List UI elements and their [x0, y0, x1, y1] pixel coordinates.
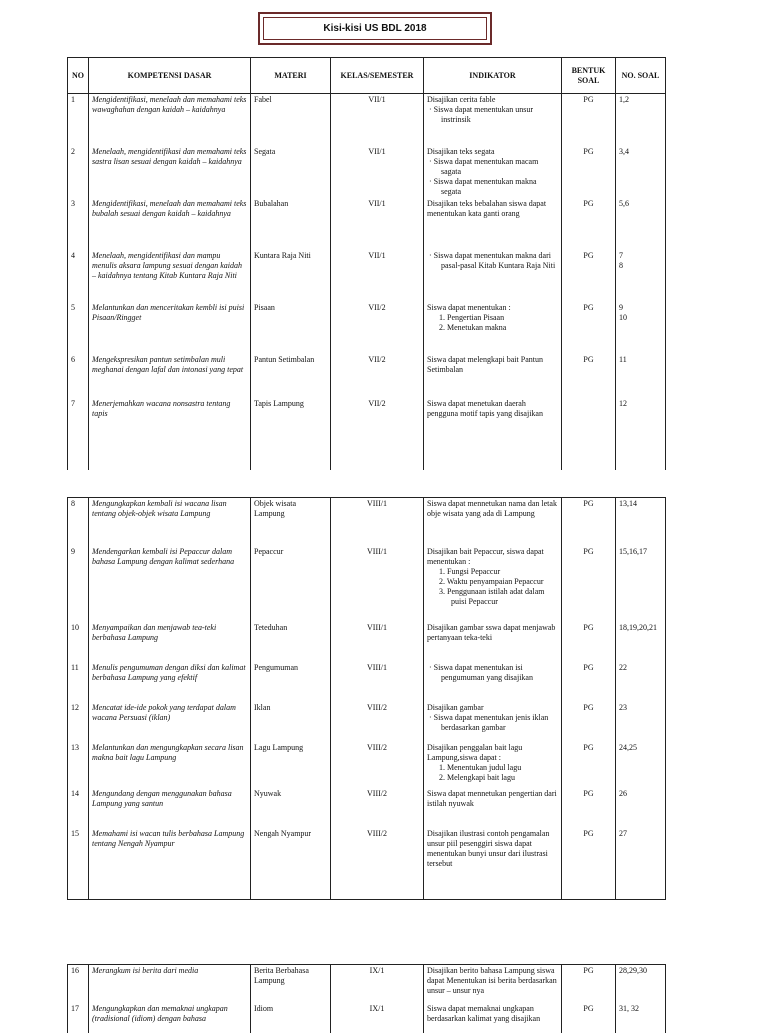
- kelas-semester-cell: VII/1: [331, 146, 424, 198]
- kompetensi-dasar-cell: Menelaah, mengidentifikasi dan memahami teks sastra lisan sesuai dengan kaidah – kaidahnya: [89, 146, 251, 198]
- indikator-line: · Siswa dapat menentukan macam sagata: [429, 156, 539, 176]
- kisi-table-part-2: [67, 497, 666, 900]
- header-indikator: INDIKATOR: [424, 58, 562, 94]
- row-number: 14: [68, 788, 89, 828]
- kelas-semester-cell: VIII/1: [331, 622, 424, 662]
- indikator-line: Disajikan ilustrasi contoh pengamalan unsur piil pesenggiri siswa dapat menentukan bunyi unsur dari ilustrasi tersebut: [427, 828, 550, 868]
- table-row: [68, 742, 666, 788]
- kelas-semester-cell: VII/1: [331, 198, 424, 250]
- table-row: [68, 94, 666, 146]
- kompetensi-dasar-cell: Mencatat ide-ide pokok yang terdapat dalam wacana Persuasi (iklan): [89, 702, 251, 742]
- materi-cell: Segata: [251, 146, 331, 198]
- row-number: 8: [68, 498, 89, 546]
- bentuk-soal-cell: PG: [562, 354, 616, 398]
- header-kelas-semester: KELAS/SEMESTER: [331, 58, 424, 94]
- indikator-cell: [424, 250, 562, 302]
- bentuk-soal-cell: PG: [562, 788, 616, 828]
- row-number: 12: [68, 702, 89, 742]
- row-number: 9: [68, 546, 89, 622]
- table-row: [68, 354, 666, 398]
- kelas-semester-cell: VIII/1: [331, 498, 424, 546]
- indikator-cell: [424, 1003, 562, 1033]
- materi-cell: Tapis Lampung: [251, 398, 331, 470]
- indikator-line: Disajikan bait Pepaccur, siswa dapat menentukan :: [427, 546, 544, 566]
- no-soal-cell: 23: [616, 702, 666, 742]
- indikator-cell: [424, 354, 562, 398]
- indikator-cell: [424, 146, 562, 198]
- row-number: 6: [68, 354, 89, 398]
- no-soal-cell: 27: [616, 828, 666, 900]
- kelas-semester-cell: VII/2: [331, 302, 424, 354]
- row-number: 16: [68, 965, 89, 1003]
- kompetensi-dasar-cell: Mengidentifikasi, menelaah dan memahami teks wawaghahan dengan kaidah – kaidahnya: [89, 94, 251, 146]
- no-soal-cell: 9 10: [616, 302, 666, 354]
- bentuk-soal-cell: [562, 398, 616, 470]
- table-row: [68, 965, 666, 1003]
- indikator-cell: [424, 302, 562, 354]
- bentuk-soal-cell: PG: [562, 828, 616, 900]
- no-soal-cell: 1,2: [616, 94, 666, 146]
- indikator-line: Siswa dapat mennetukan pengertian dari istilah nyuwak: [427, 788, 557, 808]
- indikator-line: · Siswa dapat menentukan jenis iklan berdasarkan gambar: [429, 712, 549, 732]
- kisi-table-part-3: [67, 964, 666, 1033]
- kelas-semester-cell: IX/1: [331, 965, 424, 1003]
- kelas-semester-cell: VIII/2: [331, 742, 424, 788]
- header-no: NO: [68, 58, 89, 94]
- bentuk-soal-cell: PG: [562, 1003, 616, 1033]
- header-bentuk-soal: BENTUK SOAL: [562, 58, 616, 94]
- indikator-line: Disajikan gambar sswa dapat menjawab pertanyaan teka-teki: [427, 622, 556, 642]
- materi-cell: Iklan: [251, 702, 331, 742]
- indikator-line: · Siswa dapat menentukan unsur instrinsik: [429, 105, 533, 124]
- kelas-semester-cell: IX/1: [331, 1003, 424, 1033]
- indikator-line: Siswa dapat menetukan daerah pengguna motif tapis yang disajikan: [427, 398, 543, 418]
- indikator-line: Siswa dapat melengkapi bait Pantun Setimbalan: [427, 354, 543, 374]
- kompetensi-dasar-cell: Mengekspresikan pantun setimbalan muli meghanai dengan lafal dan intonasi yang tepat: [89, 354, 251, 398]
- row-number: 15: [68, 828, 89, 900]
- indikator-cell: [424, 398, 562, 470]
- row-number: 10: [68, 622, 89, 662]
- table-row: [68, 302, 666, 354]
- no-soal-cell: 5,6: [616, 198, 666, 250]
- table-header-row: [68, 58, 666, 94]
- kompetensi-dasar-cell: Menyampaikan dan menjawab tea-teki berbahasa Lampung: [89, 622, 251, 662]
- bentuk-soal-cell: PG: [562, 250, 616, 302]
- kompetensi-dasar-cell: Menerjemahkan wacana nonsastra tentang tapis: [89, 398, 251, 470]
- materi-cell: Nengah Nyampur: [251, 828, 331, 900]
- indikator-line: 1. Menentukan judul lagu: [439, 762, 522, 772]
- materi-cell: Idiom: [251, 1003, 331, 1033]
- indikator-cell: [424, 742, 562, 788]
- indikator-line: · Siswa dapat menentukan isi pengumuman yang disajikan: [429, 662, 533, 682]
- bentuk-soal-cell: PG: [562, 546, 616, 622]
- materi-cell: Pepaccur: [251, 546, 331, 622]
- row-number: 7: [68, 398, 89, 470]
- indikator-line: Disajikan gambar: [427, 702, 484, 712]
- no-soal-cell: 7 8: [616, 250, 666, 302]
- bentuk-soal-cell: PG: [562, 662, 616, 702]
- kelas-semester-cell: VIII/2: [331, 702, 424, 742]
- table-row: [68, 250, 666, 302]
- indikator-line: · Siswa dapat menentukan makna dari pasal-pasal Kitab Kuntara Raja Niti: [429, 250, 556, 270]
- header-materi: MATERI: [251, 58, 331, 94]
- indikator-cell: [424, 94, 562, 146]
- table-row: [68, 828, 666, 900]
- indikator-line: 1. Pengertian Pisaan: [439, 312, 505, 322]
- bentuk-soal-cell: PG: [562, 742, 616, 788]
- bentuk-soal-cell: PG: [562, 498, 616, 546]
- indikator-cell: [424, 546, 562, 622]
- no-soal-cell: 24,25: [616, 742, 666, 788]
- indikator-line: Disajikan teks segata: [427, 146, 495, 156]
- bentuk-soal-cell: PG: [562, 622, 616, 662]
- bentuk-soal-cell: PG: [562, 702, 616, 742]
- table-row: [68, 1003, 666, 1033]
- materi-cell: Kuntara Raja Niti: [251, 250, 331, 302]
- no-soal-cell: 3,4: [616, 146, 666, 198]
- no-soal-cell: 12: [616, 398, 666, 470]
- indikator-cell: [424, 788, 562, 828]
- row-number: 3: [68, 198, 89, 250]
- materi-cell: Pengumuman: [251, 662, 331, 702]
- bentuk-soal-cell: PG: [562, 146, 616, 198]
- no-soal-cell: 28,29,30: [616, 965, 666, 1003]
- indikator-line: Siswa dapat menentukan :: [427, 302, 511, 312]
- kelas-semester-cell: VII/1: [331, 94, 424, 146]
- indikator-line: 2. Waktu penyampaian Pepaccur: [439, 576, 544, 586]
- materi-cell: Lagu Lampung: [251, 742, 331, 788]
- indikator-line: 2. Melengkapi bait lagu: [439, 772, 515, 782]
- indikator-cell: [424, 702, 562, 742]
- materi-cell: Teteduhan: [251, 622, 331, 662]
- indikator-line: Disajikan berito bahasa Lampung siswa dapat Menentukan isi berita berdasarkan unsur – unsur nya: [427, 966, 557, 995]
- table-row: [68, 498, 666, 546]
- table-row: [68, 546, 666, 622]
- document-title: Kisi-kisi US BDL 2018: [263, 17, 487, 40]
- kompetensi-dasar-cell: Melantunkan dan mengungkapkan secara lisan makna bait lagu Lampung: [89, 742, 251, 788]
- kelas-semester-cell: VII/2: [331, 398, 424, 470]
- indikator-cell: [424, 828, 562, 900]
- materi-cell: Fabel: [251, 94, 331, 146]
- row-number: 17: [68, 1003, 89, 1033]
- table-row: [68, 702, 666, 742]
- table-row: [68, 662, 666, 702]
- no-soal-cell: 31, 32: [616, 1003, 666, 1033]
- bentuk-soal-cell: PG: [562, 94, 616, 146]
- no-soal-cell: 15,16,17: [616, 546, 666, 622]
- table-row: [68, 788, 666, 828]
- no-soal-cell: 26: [616, 788, 666, 828]
- kompetensi-dasar-cell: Menelaah, mengidentifikasi dan mampu menulis aksara lampung sesuai dengan kaidah – kaidahnya tentang Kitab Kuntara Raja Niti: [89, 250, 251, 302]
- kelas-semester-cell: VIII/2: [331, 828, 424, 900]
- header-no-soal: NO. SOAL: [616, 58, 666, 94]
- table-row: [68, 398, 666, 470]
- indikator-line: Disajikan teks bebalahan siswa dapat menentukan kata ganti orang: [427, 198, 547, 218]
- kelas-semester-cell: VIII/1: [331, 662, 424, 702]
- kelas-semester-cell: VIII/2: [331, 788, 424, 828]
- indikator-line: Siswa dapat memaknai ungkapan berdasarkan kalimat yang disajikan: [427, 1003, 541, 1023]
- kompetensi-dasar-cell: Melantunkan dan menceritakan kembli isi puisi Pisaan/Ringget: [89, 302, 251, 354]
- row-number: 1: [68, 94, 89, 146]
- indikator-line: Siswa dapat mennetukan nama dan letak obje wisata yang ada di Lampung: [427, 499, 557, 518]
- kelas-semester-cell: VII/1: [331, 250, 424, 302]
- kompetensi-dasar-cell: Menulis pengumuman dengan diksi dan kalimat berbahasa Lampung yang efektif: [89, 662, 251, 702]
- indikator-cell: [424, 662, 562, 702]
- row-number: 4: [68, 250, 89, 302]
- kompetensi-dasar-cell: Memahami isi wacan tulis berbahasa Lampung tentang Nengah Nyampur: [89, 828, 251, 900]
- kompetensi-dasar-cell: Mengundang dengan menggunakan bahasa Lampung yang santun: [89, 788, 251, 828]
- indikator-line: Disajikan penggalan bait lagu Lampung,siswa dapat :: [427, 742, 523, 762]
- indikator-line: 3. Penggunaan istilah adat dalam puisi Pepaccur: [439, 586, 545, 606]
- indikator-cell: [424, 622, 562, 662]
- no-soal-cell: 18,19,20,21: [616, 622, 666, 662]
- row-number: 13: [68, 742, 89, 788]
- row-number: 11: [68, 662, 89, 702]
- bentuk-soal-cell: PG: [562, 302, 616, 354]
- header-kompetensi-dasar: KOMPETENSI DASAR: [89, 58, 251, 94]
- indikator-cell: [424, 498, 562, 546]
- indikator-line: · Siswa dapat menentukan makna segata: [429, 176, 537, 196]
- no-soal-cell: 11: [616, 354, 666, 398]
- kelas-semester-cell: VIII/1: [331, 546, 424, 622]
- row-number: 5: [68, 302, 89, 354]
- bentuk-soal-cell: PG: [562, 198, 616, 250]
- indikator-line: 2. Menetukan makna: [439, 322, 507, 332]
- materi-cell: Objek wisata Lampung: [251, 498, 331, 546]
- materi-cell: Pisaan: [251, 302, 331, 354]
- kelas-semester-cell: VII/2: [331, 354, 424, 398]
- kompetensi-dasar-cell: Mengidentifikasi, menelaah dan memahami teks bubalah sesuai dengan kaidah – kaidahnya: [89, 198, 251, 250]
- table-row: [68, 198, 666, 250]
- materi-cell: Nyuwak: [251, 788, 331, 828]
- table-row: [68, 622, 666, 662]
- indikator-line: Disajikan cerita fable: [427, 95, 496, 104]
- kompetensi-dasar-cell: Mengungkapkan dan memaknai ungkapan (tradisional (idiom) dengan bahasa: [89, 1003, 251, 1033]
- indikator-cell: [424, 198, 562, 250]
- materi-cell: Pantun Setimbalan: [251, 354, 331, 398]
- no-soal-cell: 13,14: [616, 498, 666, 546]
- indikator-line: 1. Fungsi Pepaccur: [439, 566, 501, 576]
- kompetensi-dasar-cell: Merangkum isi berita dari media: [89, 965, 251, 1003]
- title-box: [258, 12, 492, 45]
- kompetensi-dasar-cell: Mendengarkan kembali isi Pepaccur dalam bahasa Lampung dengan kalimat sederhana: [89, 546, 251, 622]
- no-soal-cell: 22: [616, 662, 666, 702]
- materi-cell: Berita Berbahasa Lampung: [251, 965, 331, 1003]
- bentuk-soal-cell: PG: [562, 965, 616, 1003]
- materi-cell: Bubalahan: [251, 198, 331, 250]
- table-row: [68, 146, 666, 198]
- indikator-cell: [424, 965, 562, 1003]
- kisi-table-part-1: [67, 57, 666, 470]
- row-number: 2: [68, 146, 89, 198]
- kompetensi-dasar-cell: Mengungkapkan kembali isi wacana lisan tentang objek-objek wisata Lampung: [89, 498, 251, 546]
